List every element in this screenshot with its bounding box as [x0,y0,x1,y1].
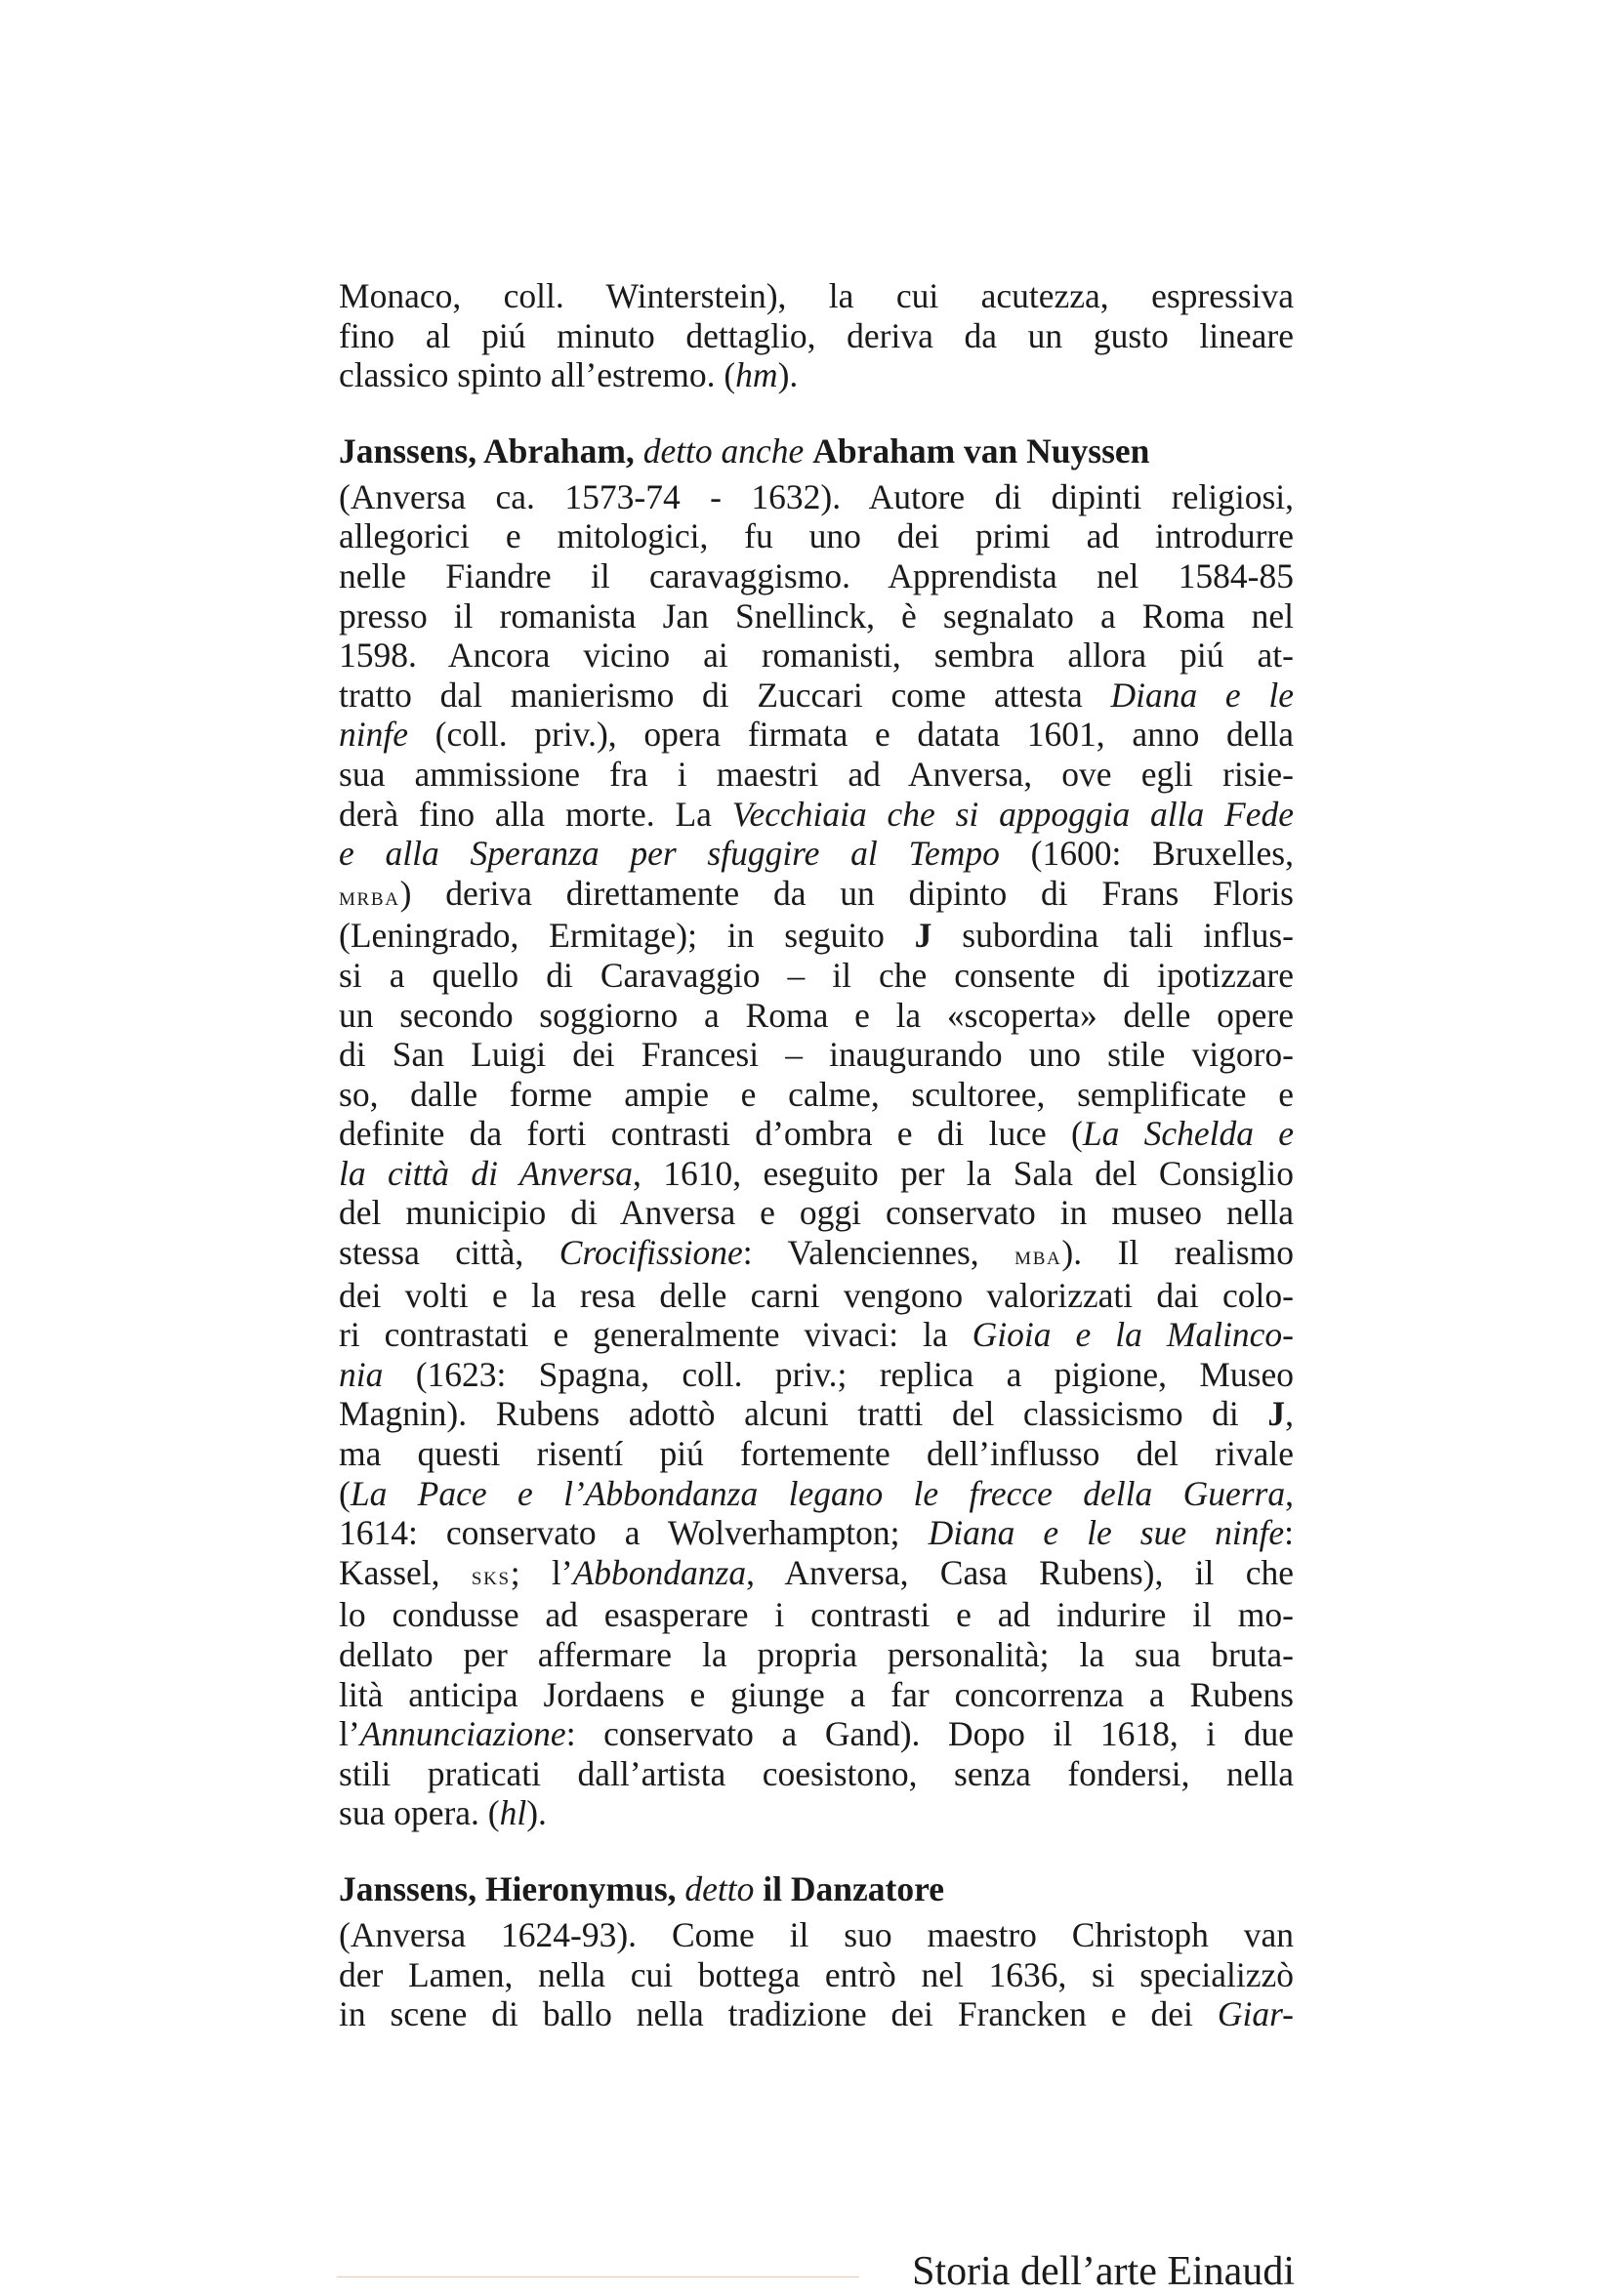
text-line: lo condusse ad esasperare i contrasti e ad indurire il mo- [339,1595,1294,1635]
text-line: del municipio di Anversa e oggi conservato in museo nella [339,1193,1294,1233]
text-line: dellato per affermare la propria personalità; la sua bruta- [339,1635,1294,1674]
entry-alias: Abraham van Nuyssen [812,430,1150,471]
text-line: l’Annunciazione: conservato a Gand). Dopo il 1618, i due [339,1714,1294,1754]
text-line: stili praticati dall’artista coesistono, senza fondersi, nella [339,1753,1294,1793]
text-line: lità anticipa Jordaens e giunge a far concorrenza a Rubens [339,1674,1294,1714]
footer-title: Storia dell’arte Einaudi [912,2249,1295,2294]
text-line: dei volti e la resa delle carni vengono valorizzati dai colo- [339,1275,1294,1315]
author-initials: hm [735,355,778,395]
entry-heading: Janssens, Abraham, detto anche Abraham van Nuyssen [339,430,1150,471]
text-line: ninfe (coll. priv.), opera firmata e datata 1601, anno della [339,715,1294,755]
entry-name: Janssens, Hieronymus, [339,1868,677,1908]
text-line: un secondo soggiorno a Roma e la «scoperta» delle opere [339,995,1294,1035]
text-line: Monaco, coll. Winterstein), la cui acutezza, espressiva [339,276,1294,315]
text-line: nelle Fiandre il caravaggismo. Apprendista nel 1584-85 [339,555,1294,595]
author-initials: hl [499,1793,527,1833]
text-line: so, dalle forme ampie e calme, scultoree, semplificate e [339,1074,1294,1114]
text-line: allegorici e mitologici, fu uno dei primi ad introdurre [339,516,1294,556]
text-line: ri contrastati e generalmente vivaci: la Gioia e la Malinco- [339,1315,1295,1355]
text-line: (Leningrado, Ermitage); in seguito J subordina tali influs- [339,916,1294,956]
text-line: fino al piú minuto dettaglio, deriva da un gusto lineare [339,315,1294,355]
text-line: mrba) deriva direttamente da un dipinto di Frans Floris [339,873,1294,913]
text-line: stessa città, Crocifissione: Valenciennes, mba). Il realismo [339,1233,1295,1273]
text-line: (La Pace e l’Abbondanza legano le frecce della Guerra, [339,1473,1294,1513]
entry-alias: il Danzatore [763,1868,944,1908]
main-text [339,276,1294,2034]
entry-janssens-hieronymus [339,1866,1294,2034]
text-line: sua opera. (hl). [339,1793,547,1833]
text-line: tratto dal manierismo di Zuccari come attesta Diana e le [339,675,1294,715]
footer-rule [337,2276,859,2277]
text-line: definite da forti contrasti d’ombra e di luce (La Schelda e [339,1114,1294,1154]
text-line: si a quello di Caravaggio – il che consente di ipotizzare [339,955,1294,995]
entry-name: Janssens, Abraham, [339,430,635,471]
text-line: la città di Anversa, 1610, eseguito per la Sala del Consiglio [339,1153,1294,1193]
entry-janssens-abraham [339,429,1294,1833]
text-line: presso il romanista Jan Snellinck, è segnalato a Roma nel [339,595,1294,636]
text-line: der Lamen, nella cui bottega entrò nel 1636, si specializzò [339,1954,1294,1994]
text-line: in scene di ballo nella tradizione dei Francken e dei Giar- [339,1994,1294,2034]
text-line: di San Luigi dei Francesi – inaugurando uno stile vigoro- [339,1035,1294,1075]
text-line: 1614: conservato a Wolverhampton; Diana e le sue ninfe: [339,1513,1295,1553]
text-line: Magnin). Rubens adottò alcuni tratti del classicismo di J, [339,1394,1294,1434]
text-line: ma questi risentí piú fortemente dell’influsso del rivale [339,1434,1294,1474]
text-line: sua ammissione fra i maestri ad Anversa, ove egli risie- [339,754,1294,794]
text-line: (Anversa ca. 1573-74 - 1632). Autore di dipinti religiosi, [339,476,1294,516]
text-line: e alla Speranza per sfuggire al Tempo (1600: Bruxelles, [339,834,1294,874]
text-line: classico spinto all’estremo. (hm). [339,355,799,395]
text-line: derà fino alla morte. La Vecchiaia che si appoggia alla Fede [339,794,1294,834]
text-line: 1598. Ancora vicino ai romanisti, sembra allora piú at- [339,636,1294,676]
text-line: (Anversa 1624-93). Come il suo maestro Christoph van [339,1914,1294,1954]
paragraph-continuation [339,276,1294,395]
text-line: nia (1623: Spagna, coll. priv.; replica a pigione, Museo [339,1354,1294,1394]
text-line: Kassel, sks; l’Abbondanza, Anversa, Casa Rubens), il che [339,1552,1294,1592]
entry-heading: Janssens, Hieronymus, detto il Danzatore [339,1868,944,1908]
